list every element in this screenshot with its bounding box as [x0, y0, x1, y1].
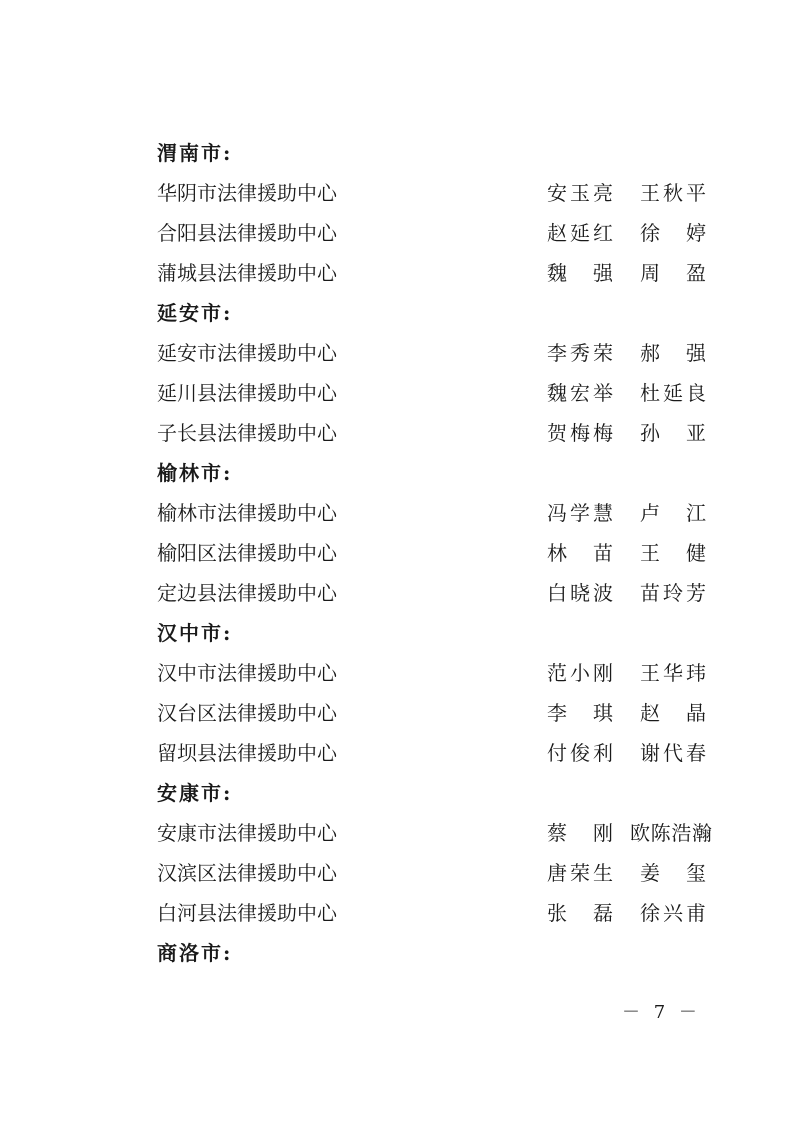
contact-name-2: 徐 婷	[640, 221, 706, 245]
contact-name-1: 付 俊 利	[547, 741, 613, 765]
center-row	[157, 573, 717, 613]
contact-name-1: 白 晓 波	[547, 581, 613, 605]
contact-name-1: 范 小 刚	[547, 661, 613, 685]
contact-name-2: 姜 玺	[640, 861, 706, 885]
contact-name-2: 徐 兴 甫	[640, 901, 706, 925]
city-heading: 榆林市:	[157, 461, 233, 485]
contact-name-1: 蔡 刚	[547, 821, 613, 845]
city-heading: 商洛市:	[157, 941, 233, 965]
contact-name-1: 安 玉 亮	[547, 181, 613, 205]
contact-name-1: 李 秀 荣	[547, 341, 613, 365]
center-row	[157, 253, 717, 293]
center-row	[157, 853, 717, 893]
contact-name-1: 魏 宏 举	[547, 381, 613, 405]
contact-name-2: 周 盈	[640, 261, 706, 285]
contact-name-2: 孙 亚	[640, 421, 706, 445]
center-row	[157, 413, 717, 453]
legal-aid-center-list	[157, 133, 717, 973]
center-name: 安康市法律援助中心	[157, 821, 337, 845]
contact-name-1: 李 琪	[547, 701, 613, 725]
center-name: 子长县法律援助中心	[157, 421, 337, 445]
contact-name-1: 魏 强	[547, 261, 613, 285]
center-name: 合阳县法律援助中心	[157, 221, 337, 245]
city-heading: 安康市:	[157, 781, 233, 805]
center-row	[157, 493, 717, 533]
center-name: 延安市法律援助中心	[157, 341, 337, 365]
center-row	[157, 653, 717, 693]
center-name: 定边县法律援助中心	[157, 581, 337, 605]
contact-name-1: 林 苗	[547, 541, 613, 565]
center-name: 榆阳区法律援助中心	[157, 541, 337, 565]
contact-name-2: 卢 江	[640, 501, 706, 525]
center-name: 汉中市法律援助中心	[157, 661, 337, 685]
contact-name-1: 赵 延 红	[547, 221, 613, 245]
contact-name-1: 唐 荣 生	[547, 861, 613, 885]
center-row	[157, 533, 717, 573]
center-name: 华阴市法律援助中心	[157, 181, 337, 205]
contact-name-2: 赵 晶	[640, 701, 706, 725]
contact-name-2: 杜 延 良	[640, 381, 706, 405]
center-row	[157, 333, 717, 373]
center-row	[157, 373, 717, 413]
city-heading: 汉中市:	[157, 621, 233, 645]
center-name: 榆林市法律援助中心	[157, 501, 337, 525]
center-name: 汉滨区法律援助中心	[157, 861, 337, 885]
center-row	[157, 813, 717, 853]
center-name: 留坝县法律援助中心	[157, 741, 337, 765]
center-name: 汉台区法律援助中心	[157, 701, 337, 725]
contact-name-2: 谢 代 春	[640, 741, 706, 765]
contact-name-1: 张 磊	[547, 901, 613, 925]
contact-name-2: 王 秋 平	[640, 181, 706, 205]
center-row	[157, 893, 717, 933]
center-row	[157, 693, 717, 733]
contact-name-2: 王 华 玮	[640, 661, 706, 685]
contact-name-2: 苗 玲 芳	[640, 581, 706, 605]
center-name: 白河县法律援助中心	[157, 901, 337, 925]
contact-name-2: 王 健	[640, 541, 706, 565]
center-row	[157, 173, 717, 213]
contact-name-2: 欧 陈 浩 瀚	[630, 821, 712, 845]
center-name: 蒲城县法律援助中心	[157, 261, 337, 285]
city-heading: 延安市:	[157, 301, 233, 325]
contact-name-1: 贺 梅 梅	[547, 421, 613, 445]
page-number: － 7 －	[622, 1002, 701, 1023]
contact-name-2: 郝 强	[640, 341, 706, 365]
contact-name-1: 冯 学 慧	[547, 501, 613, 525]
city-heading: 渭南市:	[157, 141, 233, 165]
center-name: 延川县法律援助中心	[157, 381, 337, 405]
center-row	[157, 733, 717, 773]
center-row	[157, 213, 717, 253]
